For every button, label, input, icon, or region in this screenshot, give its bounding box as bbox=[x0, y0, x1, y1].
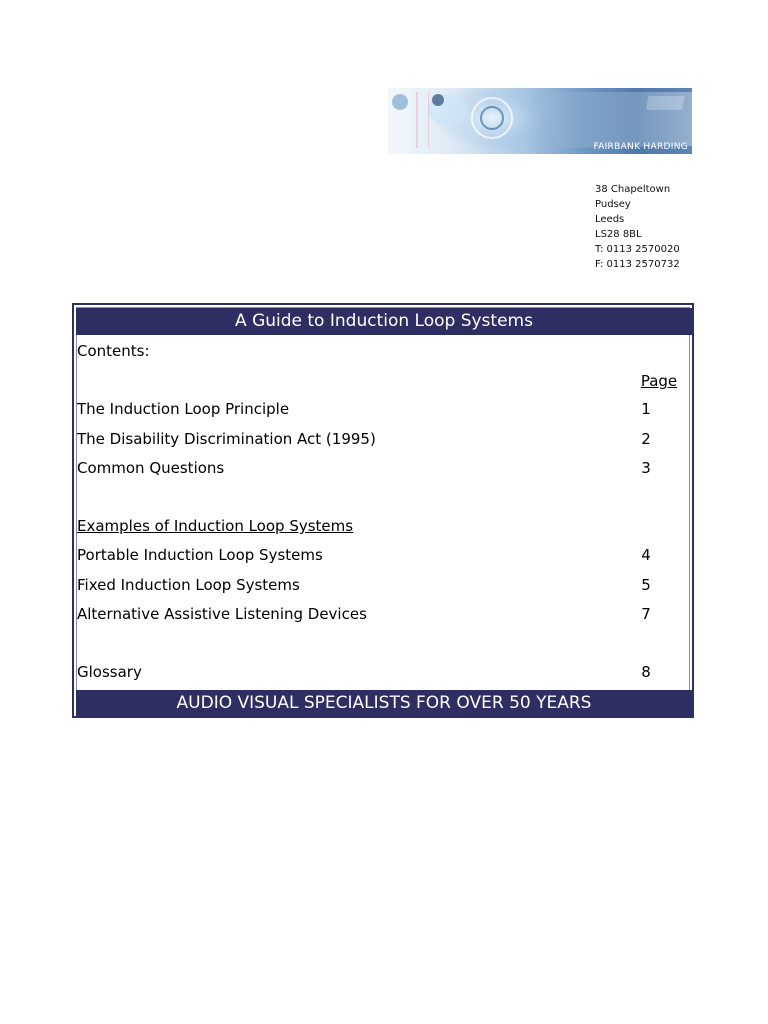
glossary-label: Glossary bbox=[77, 663, 142, 681]
entry-page-number: 2 bbox=[641, 430, 651, 448]
contents-frame bbox=[72, 303, 694, 718]
contents-frame-inner-border bbox=[76, 307, 690, 714]
contents-label: Contents: bbox=[77, 342, 150, 360]
entry-label: Alternative Assistive Listening Devices bbox=[77, 605, 367, 623]
contents-entry bbox=[77, 428, 677, 450]
entry-page-number: 3 bbox=[641, 459, 651, 477]
document-title: A Guide to Induction Loop Systems bbox=[76, 308, 692, 335]
entry-label: Fixed Induction Loop Systems bbox=[77, 576, 300, 594]
entry-label: Common Questions bbox=[77, 459, 225, 477]
contents-entry bbox=[77, 544, 677, 566]
company-address bbox=[595, 182, 680, 272]
entry-page-number: 5 bbox=[641, 576, 651, 594]
address-street: 38 Chapeltown bbox=[595, 184, 671, 195]
entry-page-number: 7 bbox=[641, 605, 651, 623]
address-fax: F: 0113 2570732 bbox=[595, 259, 680, 270]
address-town: Pudsey bbox=[595, 199, 631, 210]
contents-entry bbox=[77, 398, 677, 420]
section-heading: Examples of Induction Loop Systems bbox=[77, 517, 354, 535]
entry-label: Portable Induction Loop Systems bbox=[77, 546, 323, 564]
contents-label-row bbox=[77, 340, 677, 362]
glossary-entry bbox=[77, 661, 677, 683]
glossary-page-number: 8 bbox=[641, 663, 651, 681]
contents-entry bbox=[77, 457, 677, 479]
footer-banner: AUDIO VISUAL SPECIALISTS FOR OVER 50 YEARS bbox=[76, 690, 692, 717]
entry-page-number: 4 bbox=[641, 546, 651, 564]
address-telephone: T: 0113 2570020 bbox=[595, 244, 680, 255]
address-city: Leeds bbox=[595, 214, 625, 225]
entry-label: The Disability Discrimination Act (1995) bbox=[77, 430, 376, 448]
section-heading-row bbox=[77, 515, 677, 537]
logo-brand-text: FAIRBANK HARDING bbox=[593, 142, 688, 152]
address-postcode: LS28 8BL bbox=[595, 229, 642, 240]
company-logo bbox=[388, 88, 692, 154]
contents-entry bbox=[77, 603, 677, 625]
entry-label: The Induction Loop Principle bbox=[77, 400, 290, 418]
page-column-header: Page bbox=[640, 372, 678, 390]
entry-page-number: 1 bbox=[641, 400, 651, 418]
contents-entry bbox=[77, 574, 677, 596]
